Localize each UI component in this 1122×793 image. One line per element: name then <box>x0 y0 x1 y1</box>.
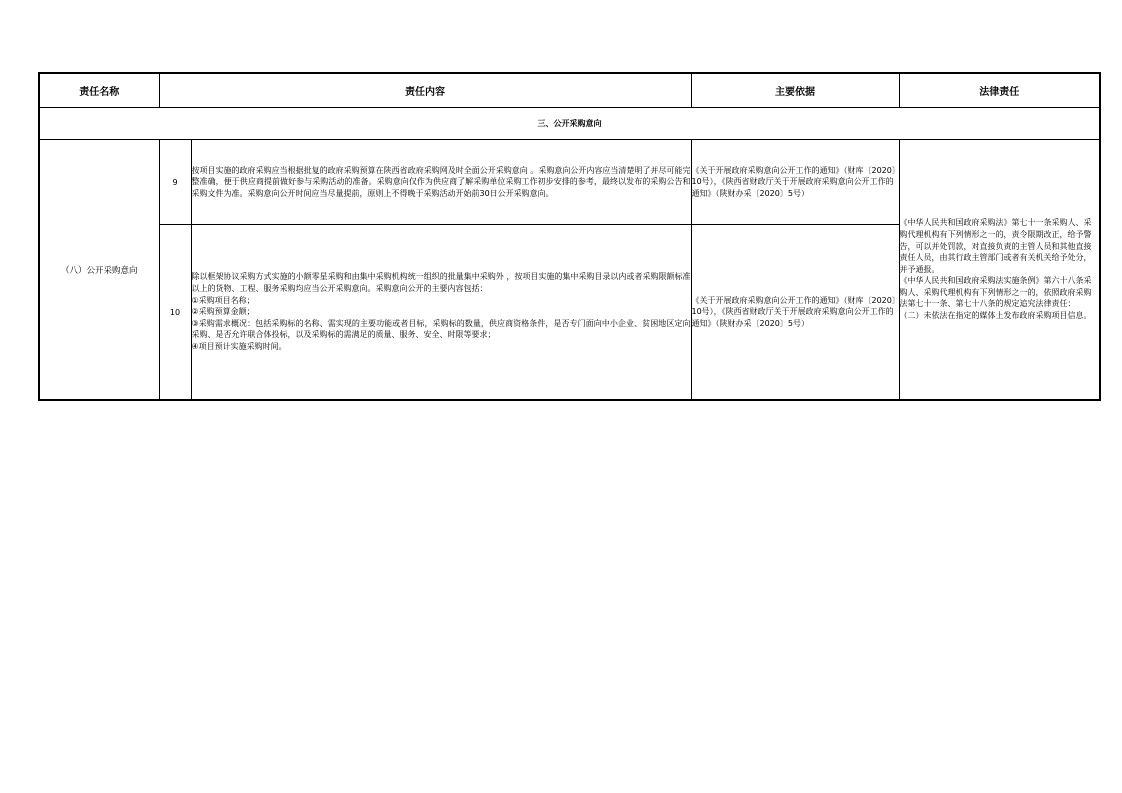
header-main-basis: 主要依据 <box>691 73 899 108</box>
responsibility-table <box>38 72 1101 401</box>
header-legal-liability: 法律责任 <box>899 73 1100 108</box>
row-number: 10 <box>159 225 191 401</box>
row-content: 除以框架协议采购方式实施的小额零星采购和由集中采购机构统一组织的批量集中采购外 ，按项目实施的集中采购目录以内或者采购限额标准以上的货物、工程、服务采购均应当公开采购意向。采购意向公开的主要内容包括： ①采购项目名称； ②采购预算金额； ③采购需求概况：包括采购标的名称、需实现的主要功能或者目标，采购标的数量，供应商资格条件，是否专门面向中小企业、贫困地区定向采购、是否允许联合体投标，以及采购标的需满足的质量、服务、安全、时限等要求； ④项目预计实施采购时间。 <box>191 225 691 401</box>
header-responsibility-name: 责任名称 <box>39 73 159 108</box>
row-number: 9 <box>159 140 191 225</box>
category-cell: （八）公开采购意向 <box>39 140 159 401</box>
section-title: 三、公开采购意向 <box>39 108 1100 140</box>
row-basis: 《关于开展政府采购意向公开工作的通知》（财库〔2020〕10号），《陕西省财政厅关于开展政府采购意向公开工作的通知》（陕财办采〔2020〕5号） <box>691 140 899 225</box>
header-row <box>39 73 1100 108</box>
legal-liability-cell: 《中华人民共和国政府采购法》第七十一条采购人、采购代理机构有下列情形之一的，责令限期改正，给予警告，可以并处罚款，对直接负责的主管人员和其他直接责任人员，由其行政主管部门或者有关机关给予处分，并予通报。 《中华人民共和国政府采购法实施条例》第六十八条采购人、采购代理机构有下列情形之一的，依照政府采购法第七十一条、第七十八条的规定追究法律责任： （二）未依法在指定的媒体上发布政府采购项目信息。 <box>899 140 1100 401</box>
row-content: 按项目实施的政府采购应当根据批复的政府采购预算在陕西省政府采购网及时全面公开采购意向 。采购意向公开内容应当清楚明了并尽可能完整准确，便于供应商提前做好参与采购活动的准备。采购意向仅作为供应商了解采购单位采购工作初步安排的参考，最终以发布的采购公告和采购文件为准。采购意向公开时间应当尽量提前，原则上不得晚于采购活动开始前30日公开采购意向。 <box>191 140 691 225</box>
section-row <box>39 108 1100 140</box>
header-responsibility-content: 责任内容 <box>159 73 691 108</box>
table-row <box>39 140 1100 225</box>
row-basis: 《关于开展政府采购意向公开工作的通知》（财库〔2020〕10号），《陕西省财政厅关于开展政府采购意向公开工作的通知》（陕财办采〔2020〕5号） <box>691 225 899 401</box>
